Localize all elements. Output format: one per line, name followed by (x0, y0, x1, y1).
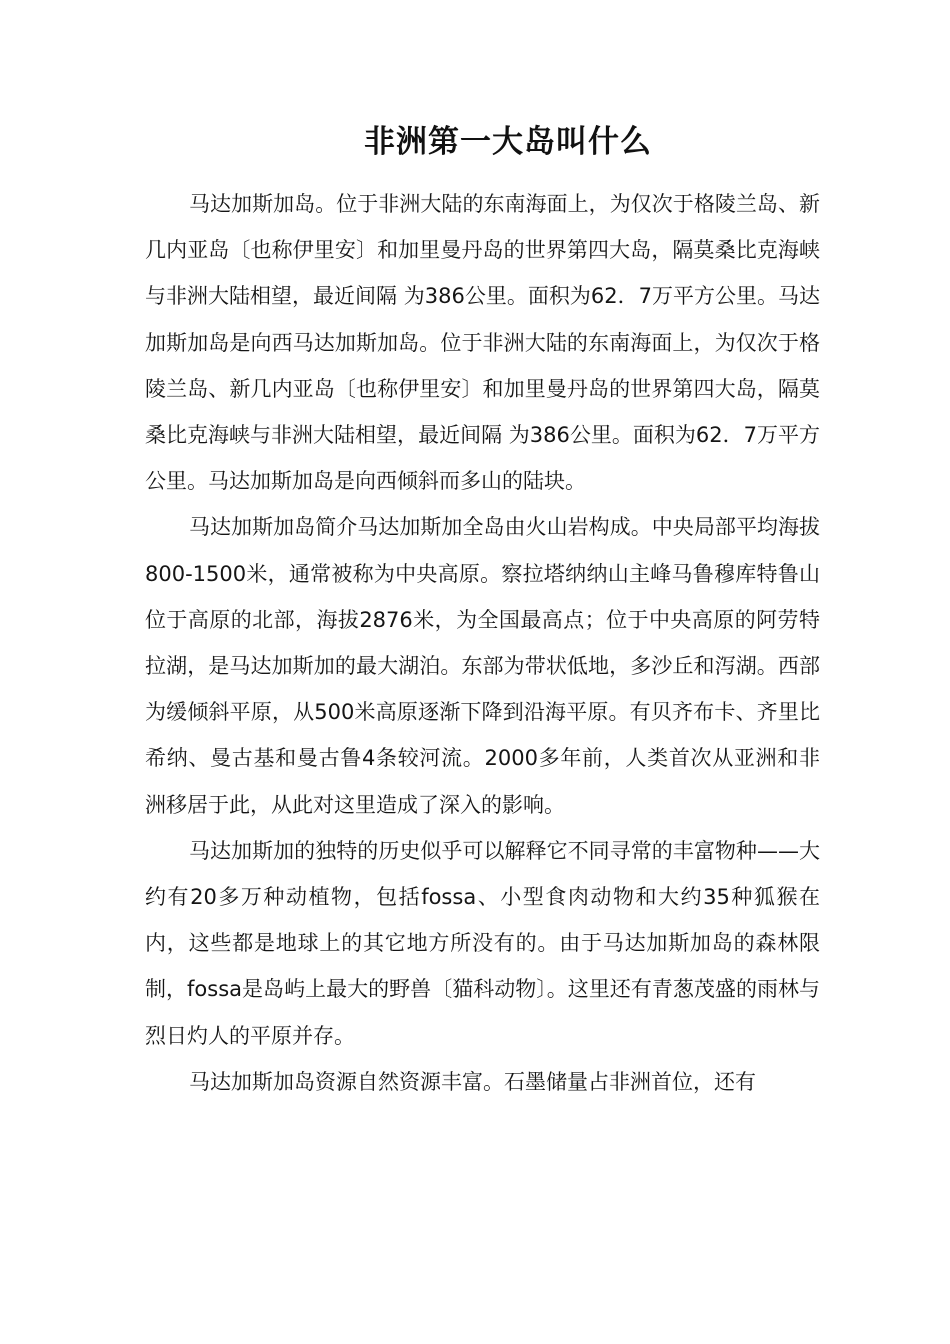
paragraph-4: 马达加斯加岛资源自然资源丰富。石墨储量占非洲首位，还有 (189, 1069, 756, 1094)
paragraph-2: 马达加斯加岛简介马达加斯加全岛由火山岩构成。中央局部平均海拔800-1500米，通常被称为中央高原。察拉塔纳纳山主峰马鲁穆库特鲁山位于高原的北部，海拔2876米，为全国最高点；位于中央高原的阿劳特拉湖，是马达加斯加的最大湖泊。东部为带状低地，多沙丘和泻湖。西部为缓倾斜平原，从500米高原逐渐下降到沿海平原。有贝齐布卡、齐里比希纳、曼古基和曼古鲁4条较河流。2000多年前，人类首次从亚洲和非洲移居于此，从此对这里造成了深入的影响。 (145, 515, 820, 817)
paragraph-1: 马达加斯加岛。位于非洲大陆的东南海面上，为仅次于格陵兰岛、新几内亚岛〔也称伊里安〕和加里曼丹岛的世界第四大岛，隔莫桑比克海峡与非洲大陆相望，最近间隔 为386公里。面积为62．7万平方公里。马达加斯加岛是向西马达加斯加岛。位于非洲大陆的东南海面上，为仅次于格陵兰岛、新几内亚岛〔也称伊里安〕和加里曼丹岛的世界第四大岛，隔莫桑比克海峡与非洲大陆相望，最近间隔 为386公里。面积为62．7万平方公里。马达加斯加岛是向西倾斜而多山的陆块。 (145, 192, 820, 494)
paragraph-3: 马达加斯加的独特的历史似乎可以解释它不同寻常的丰富物种——大约有20多万种动植物，包括fossa、小型食肉动物和大约35种狐猴在内，这些都是地球上的其它地方所没有的。由于马达加斯加岛的森林限制，fossa是岛屿上最大的野兽〔猫科动物〕。这里还有青葱茂盛的雨林与烈日灼人的平原并存。 (145, 838, 820, 1048)
document-title: 非洲第一大岛叫什么 (364, 124, 652, 160)
document-body (145, 181, 820, 1105)
